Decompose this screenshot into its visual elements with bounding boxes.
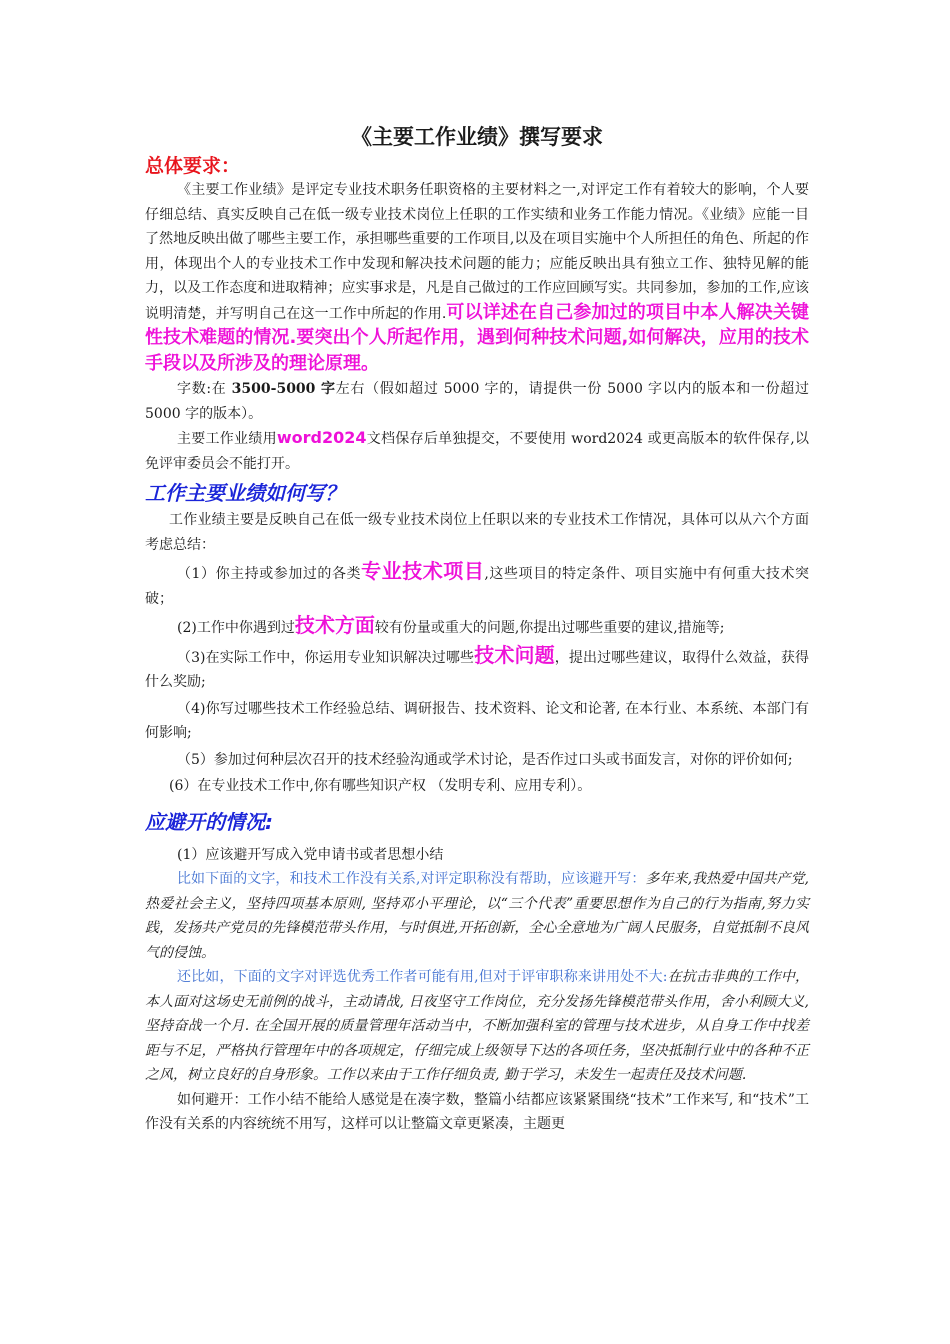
item-text: (2)工作中你遇到过: [177, 620, 295, 636]
example-text: 多年来,我热爱中国共产党,热爱社会主义，坚持四项基本原则, 坚持邓小平理论，以“三个代表”重要思想作为自己的行为指南,努力实践，发扬共产党员的先锋模范带头作用，与时俱进,开拓创新，全心全意地为广阔人民服务，自觉抵制不良风气的侵蚀。: [145, 871, 809, 961]
item-text: ，提出过哪些建议，取得什么效益，获得什么奖励;: [145, 649, 810, 690]
howto-item-2: [145, 613, 809, 641]
item-highlight: 技术方面: [294, 613, 375, 637]
format-paragraph: [145, 426, 809, 476]
document-page: [145, 120, 809, 1137]
howto-item-6: (6）在专业技术工作中,你有哪些知识产权 （发明专利、应用专利）。: [169, 778, 592, 794]
avoid-heading: 应避开的情况:: [145, 809, 273, 834]
word-count-note: 左右（假如超过 5000 字的，请提供一份 5000 字以内的版本和一份超过 5000 字的版本）。: [145, 381, 809, 422]
howto-item-4: （4)你写过哪些技术工作经验总结、调研报告、技术资料、论文和论著, 在本行业、本系统、本部门有何影响;: [145, 700, 809, 741]
overall-text: 《主要工作业绩》是评定专业技术职务任职资格的主要材料之一,对评定工作有着较大的影响，个人要仔细总结、真实反映自己在低一级专业技术岗位上任职的工作实绩和业务工作能力情况。《业绩》应能一目了然地反映出做了哪些主要工作，承担哪些重要的工作项目,以及在项目实施中个人所担任的角色、所起的作用，体现出个人的专业技术工作中发现和解决技术问题的能力；应能反映出具有独立工作、独特见解的能力，以及工作态度和进取精神；应实事求是，凡是自己做过的工作应回顾写实。共同参加，参加的工作,应该说明清楚，并写明自己在这一工作中所起的作用.: [145, 182, 809, 322]
avoid-how-paragraph: 如何避开：工作小结不能给人感觉是在凑字数，整篇小结都应该紧紧围绕“技术”工作来写, 和“技术”工作没有关系的内容统统不用写，这样可以让整篇文章更紧凑，主题更: [145, 1091, 809, 1132]
howto-item-1: [145, 559, 809, 611]
overall-paragraph: [145, 178, 809, 377]
word-count-paragraph: [145, 377, 809, 426]
word-count-value: 3500-5000 字: [231, 381, 336, 397]
overall-highlight: 可以详述在自己参加过的项目中本人解决关键性技术难题的情况.要突出个人所起作用，遇到何种技术问题,如何解决，应用的技术手段以及所涉及的理论原理。: [145, 301, 810, 374]
howto-heading: 工作主要业绩如何写？: [145, 481, 345, 505]
avoid-example-1: [145, 867, 809, 965]
item-text: （1）你主持或参加过的各类: [177, 566, 362, 582]
item-highlight: 技术问题: [474, 642, 555, 667]
item-highlight: 专业技术项目: [361, 559, 485, 583]
item-text: ,这些项目的特定条件、项目实施中有何重大技术突破；: [145, 566, 809, 607]
howto-item-3: [145, 643, 809, 695]
format-text-post: 文档保存后单独提交，不要使用 word2024 或更高版本的软件保存,以免评审委员会不能打开。: [145, 431, 809, 472]
example-intro: 比如下面的文字，和技术工作没有关系,对评定职称没有帮助，应该避开写：: [177, 871, 646, 887]
format-highlight: word2024: [276, 428, 367, 447]
word-count-label: 字数:在: [177, 381, 232, 397]
item-text: （3)在实际工作中，你运用专业知识解决过哪些: [177, 649, 475, 666]
example-text: 在抗击非典的工作中，本人面对这场史无前例的战斗，主动请战, 日夜坚守工作岗位，充分发扬先锋模范带头作用，舍小利顾大义, 坚持奋战一个月. 在全国开展的质量管理年活动当中，不断加强科室的管理与技术进步，从自身工作中找差距与不足，严格执行管理年中的各项规定，仔细完成上级领导下达的各项任务，坚决抵制行业中的各种不正之风，树立良好的自身形象。工作以来由于工作仔细负责, 勤于学习，未发生一起责任及技术问题.: [145, 969, 810, 1083]
avoid-example-2: [145, 965, 809, 1088]
avoid-item-1: (1）应该避开写成入党申请书或者思想小结: [177, 846, 444, 863]
overall-requirements-heading: 总体要求：: [145, 155, 241, 177]
format-text-pre: 主要工作业绩用: [177, 431, 277, 447]
example-intro: 还比如，下面的文字对评选优秀工作者可能有用,但对于评审职称来讲用处不大:: [177, 969, 668, 985]
item-text: 较有份量或重大的问题,你提出过哪些重要的建议,措施等;: [374, 620, 725, 636]
howto-item-5: （5）参加过何种层次召开的技术经验沟通或学术讨论，是否作过口头或书面发言，对你的评价如何;: [177, 751, 793, 768]
document-title: 《主要工作业绩》撰写要求: [351, 124, 603, 149]
howto-intro: 工作业绩主要是反映自己在低一级专业技术岗位上任职以来的专业技术工作情况，具体可以从六个方面考虑总结：: [145, 512, 809, 553]
